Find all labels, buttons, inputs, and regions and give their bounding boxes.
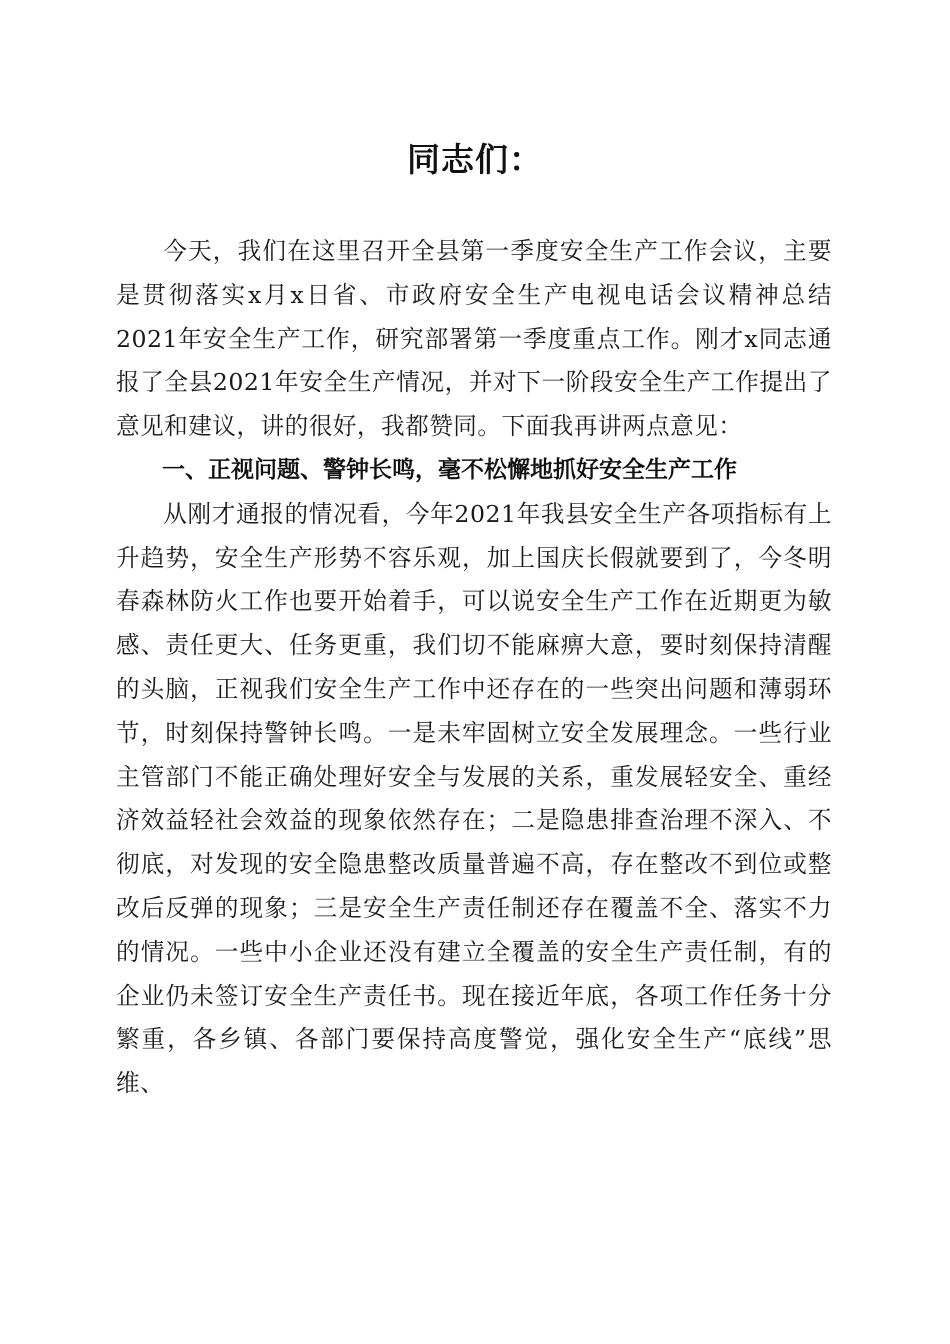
intro-paragraph: 今天，我们在这里召开全县第一季度安全生产工作会议，主要是贯彻落实x月x日省、市政府安全生产电视电话会议精神总结2021年安全生产工作，研究部署第一季度重点工作。刚才x同志通报了全县2021年安全生产情况，并对下一阶段安全生产工作提出了意见和建议，讲的很好，我都赞同。下面我再讲两点意见：	[116, 237, 832, 441]
document-title: 同志们：	[407, 140, 543, 179]
section-heading: 一、正视问题、警钟长鸣，毫不松懈地抓好安全生产工作	[162, 456, 737, 483]
document-body	[116, 230, 832, 1106]
section-paragraph: 从刚才通报的情况看，今年2021年我县安全生产各项指标有上升趋势，安全生产形势不容乐观，加上国庆长假就要到了，今冬明春森林防火工作也要开始着手，可以说安全生产工作在近期更为敏感、责任更大、任务更重，我们切不能麻痹大意，要时刻保持清醒的头脑，正视我们安全生产工作中还存在的一些突出问题和薄弱环节，时刻保持警钟长鸣。一是未牢固树立安全发展理念。一些行业主管部门不能正确处理好安全与发展的关系，重发展轻安全、重经济效益轻社会效益的现象依然存在；二是隐患排查治理不深入、不彻底，对发现的安全隐患整改质量普遍不高，存在整改不到位或整改后反弹的现象；三是安全生产责任制还存在覆盖不全、落实不力的情况。一些中小企业还没有建立全覆盖的安全生产责任制，有的企业仍未签订安全生产责任书。现在接近年底，各项工作任务十分繁重，各乡镇、各部门要保持高度警觉，强化安全生产“底线”思维、	[116, 499, 832, 1098]
